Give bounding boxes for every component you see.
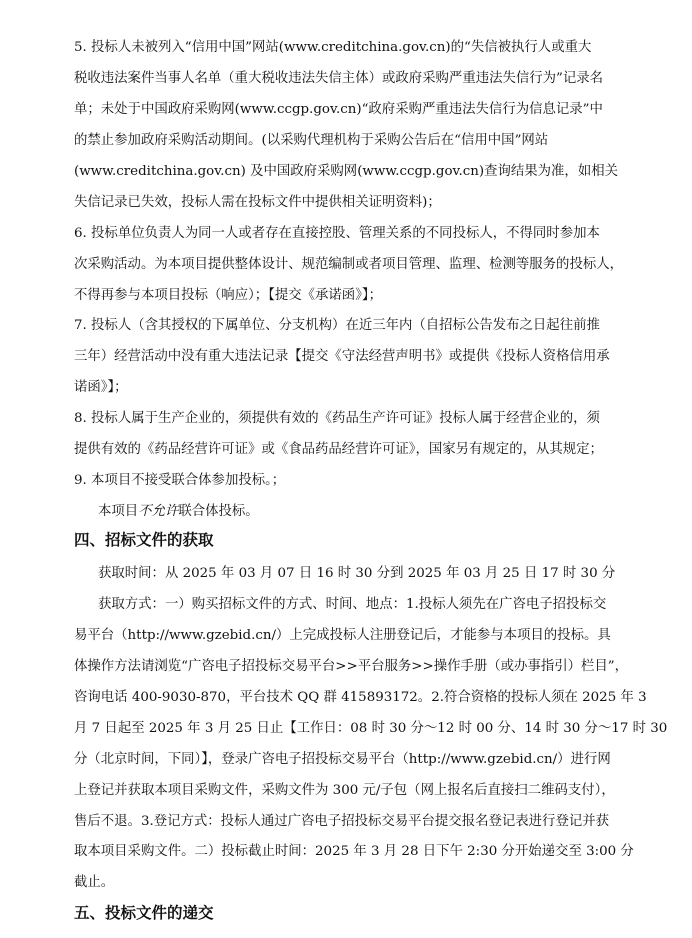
text-segment: 联合体投标。 bbox=[178, 504, 259, 519]
emphasis-text: 不允许 bbox=[138, 504, 179, 519]
text-line: 的禁止参加政府采购活动期间。(以采购代理机构于采购公告后在“信用中国”网站 bbox=[74, 133, 549, 148]
text-line: 不得再参与本项目投标（响应）；【提交《承诺函》】； bbox=[74, 288, 382, 303]
text-line: 月 7 日起至 2025 年 3 月 25 日止【工作日：08 时 30 分～12 时 00 分、14 时 30 分～17 时 30 bbox=[74, 721, 668, 736]
text-line: 上登记并获取本项目采购文件，采购文件为 300 元/子包（网上报名后直接扫二维码支付）， bbox=[74, 783, 615, 798]
text-line: 7. 投标人（含其授权的下属单位、分支机构）在近三年内（自招标公告发布之日起往前推 bbox=[74, 318, 600, 333]
text-line: 获取方式：一）购买招标文件的方式、时间、地点：1.投标人须先在广咨电子招投标交 bbox=[98, 597, 607, 612]
text-line: 税收违法案件当事人名单（重大税收违法失信主体）或政府采购严重违法失信行为”记录名 bbox=[74, 71, 604, 86]
section-heading-5: 五、投标文件的递交 bbox=[74, 903, 214, 922]
text-segment: 本项目 bbox=[98, 504, 139, 519]
text-line: 提供有效的《药品经营许可证》或《食品药品经营许可证》，国家另有规定的，从其规定； bbox=[74, 442, 603, 457]
text-line: 5. 投标人未被列入“信用中国”网站(www.creditchina.gov.cn)的“失信被执行人或重大 bbox=[74, 40, 592, 55]
text-line: 6. 投标单位负责人为同一人或者存在直接控股、管理关系的不同投标人，不得同时参加本 bbox=[74, 226, 600, 241]
text-line: 失信记录已失效，投标人需在投标文件中提供相关证明资料)； bbox=[74, 195, 441, 210]
text-line: 单；未处于中国政府采购网(www.ccgp.gov.cn)“政府采购严重违法失信行为信息记录”中 bbox=[74, 102, 603, 117]
text-line: 获取时间：从 2025 年 03 月 07 日 16 时 30 分到 2025 年 03 月 25 日 17 时 30 分 bbox=[98, 566, 616, 581]
text-line: 易平台（http://www.gzebid.cn/）上完成投标人注册登记后，才能参与本项目的投标。具 bbox=[74, 628, 611, 643]
text-line: 9. 本项目不接受联合体参加投标。； bbox=[74, 473, 286, 488]
text-line: 体操作方法请浏览“广咨电子招投标交易平台>>平台服务>>操作手册（或办事指引）栏目”， bbox=[74, 659, 629, 674]
text-line: 三年）经营活动中没有重大违法记录【提交《守法经营声明书》或提供《投标人资格信用承 bbox=[74, 349, 610, 364]
text-line: 截止。 bbox=[74, 875, 115, 890]
text-line: 诺函》】； bbox=[74, 380, 128, 395]
text-line: 咨询电话 400-9030-870，平台技术 QQ 群 415893172。2.符合资格的投标人须在 2025 年 3 bbox=[74, 690, 647, 705]
text-line: 取本项目采购文件。二）投标截止时间：2025 年 3 月 28 日下午 2:30 分开始递交至 3:00 分 bbox=[74, 844, 634, 859]
text-line: 售后不退。3.登记方式：投标人通过广咨电子招投标交易平台提交报名登记表进行登记并获 bbox=[74, 814, 610, 829]
text-line bbox=[98, 502, 259, 522]
text-line: (www.creditchina.gov.cn) 及中国政府采购网(www.ccgp.gov.cn)查询结果为准，如相关 bbox=[74, 164, 618, 179]
text-line: 分（北京时间，下同）】，登录广咨电子招投标交易平台（http://www.gzebid.cn/）进行网 bbox=[74, 752, 611, 767]
section-heading-4: 四、招标文件的获取 bbox=[74, 530, 214, 549]
text-line: 次采购活动。为本项目提供整体设计、规范编制或者项目管理、监理、检测等服务的投标人， bbox=[74, 257, 624, 272]
text-line: 8. 投标人属于生产企业的，须提供有效的《药品生产许可证》投标人属于经营企业的，须 bbox=[74, 411, 600, 426]
